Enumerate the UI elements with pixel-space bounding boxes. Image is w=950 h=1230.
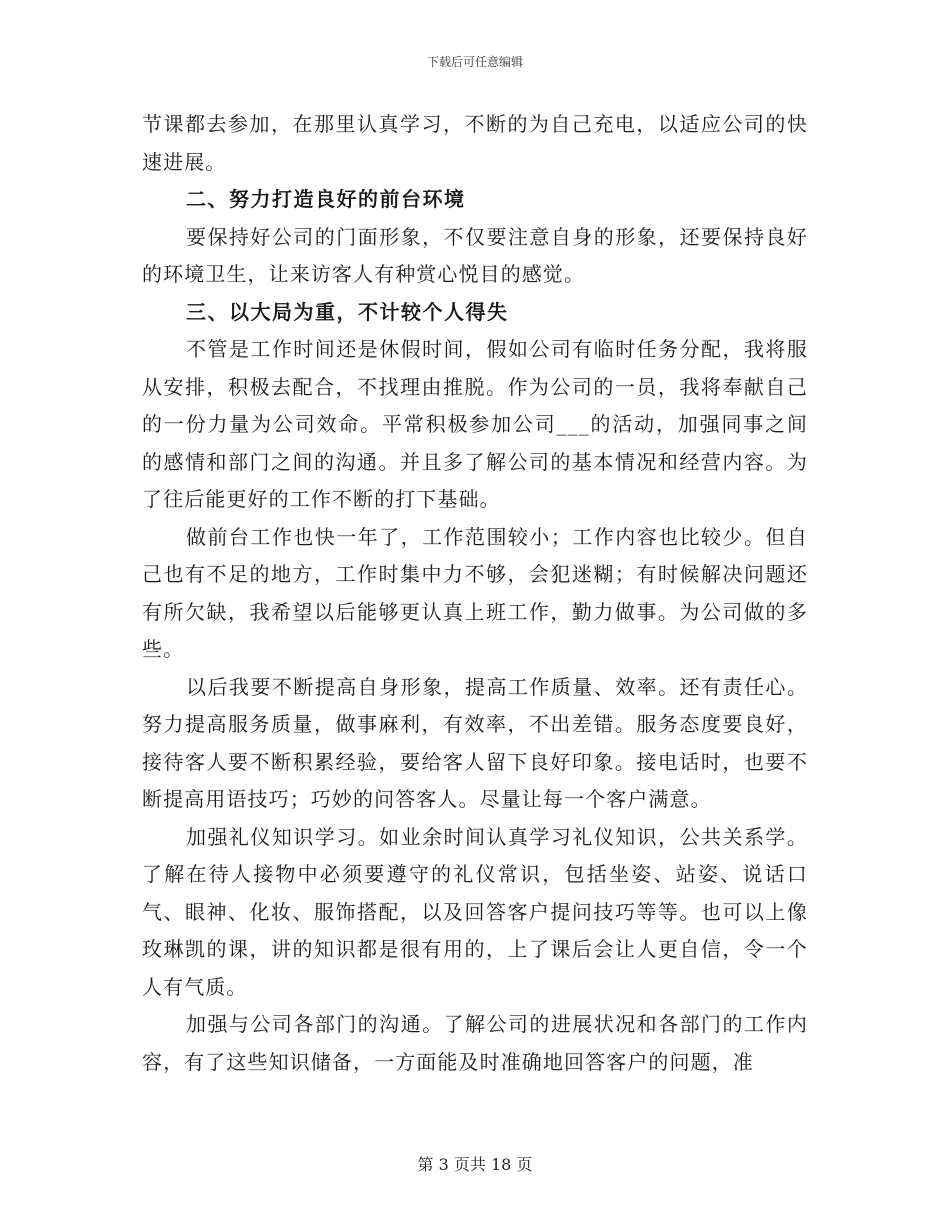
document-body <box>142 106 808 1081</box>
header-note: 下载后可任意编辑 <box>426 55 523 69</box>
paragraph-etiquette: 加强礼仪知识学习。如业余时间认真学习礼仪知识，公共关系学。了解在待人接物中必须要遵守的礼仪常识，包括坐姿、站姿、说话口气、眼神、化妆、服饰搭配，以及回答客户提问技巧等等。也可以上像玫琳凯的课，讲的知识都是很有用的，上了课后会让人更自信，令一个人有气质。 <box>142 824 808 999</box>
paragraph-continued: 节课都去参加，在那里认真学习，不断的为自己充电，以适应公司的快速进展。 <box>142 112 808 174</box>
section-heading-3: 三、以大局为重，不计较个人得失 <box>186 299 509 324</box>
paragraph-communication: 加强与公司各部门的沟通。了解公司的进展状况和各部门的工作内容，有了这些知识储备，一方面能及时准确地回答客户的问题，准 <box>142 1012 808 1074</box>
paragraph-teamwork: 不管是工作时间还是休假时间，假如公司有临时任务分配，我将服从安排，积极去配合，不找理由推脱。作为公司的一员，我将奉献自己的一份力量为公司效命。平常积极参加公司___的活动，加强同事之间的感情和部门之间的沟通。并且多了解公司的基本情况和经营内容。为了往后能更好的工作不断的打下基础。 <box>142 337 808 511</box>
paragraph-environment: 要保持好公司的门面形象，不仅要注意自身的形象，还要保持良好的环境卫生，让来访客人有种赏心悦目的感觉。 <box>142 224 808 286</box>
page-number: 第 3 页共 18 页 <box>417 1155 533 1174</box>
section-heading-2: 二、努力打造良好的前台环境 <box>186 187 466 211</box>
paragraph-self-review: 做前台工作也快一年了，工作范围较小；工作内容也比较少。但自己也有不足的地方，工作时集中力不够，会犯迷糊；有时候解决问题还有所欠缺，我希望以后能够更认真上班工作，勤力做事。为公司做的多些。 <box>142 524 808 661</box>
paragraph-improvement: 以后我要不断提高自身形象，提高工作质量、效率。还有责任心。努力提高服务质量，做事麻利，有效率，不出差错。服务态度要良好，接待客人要不断积累经验，要给客人留下良好印象。接电话时，也要不断提高用语技巧；巧妙的问答客人。尽量让每一个客户满意。 <box>142 674 808 811</box>
